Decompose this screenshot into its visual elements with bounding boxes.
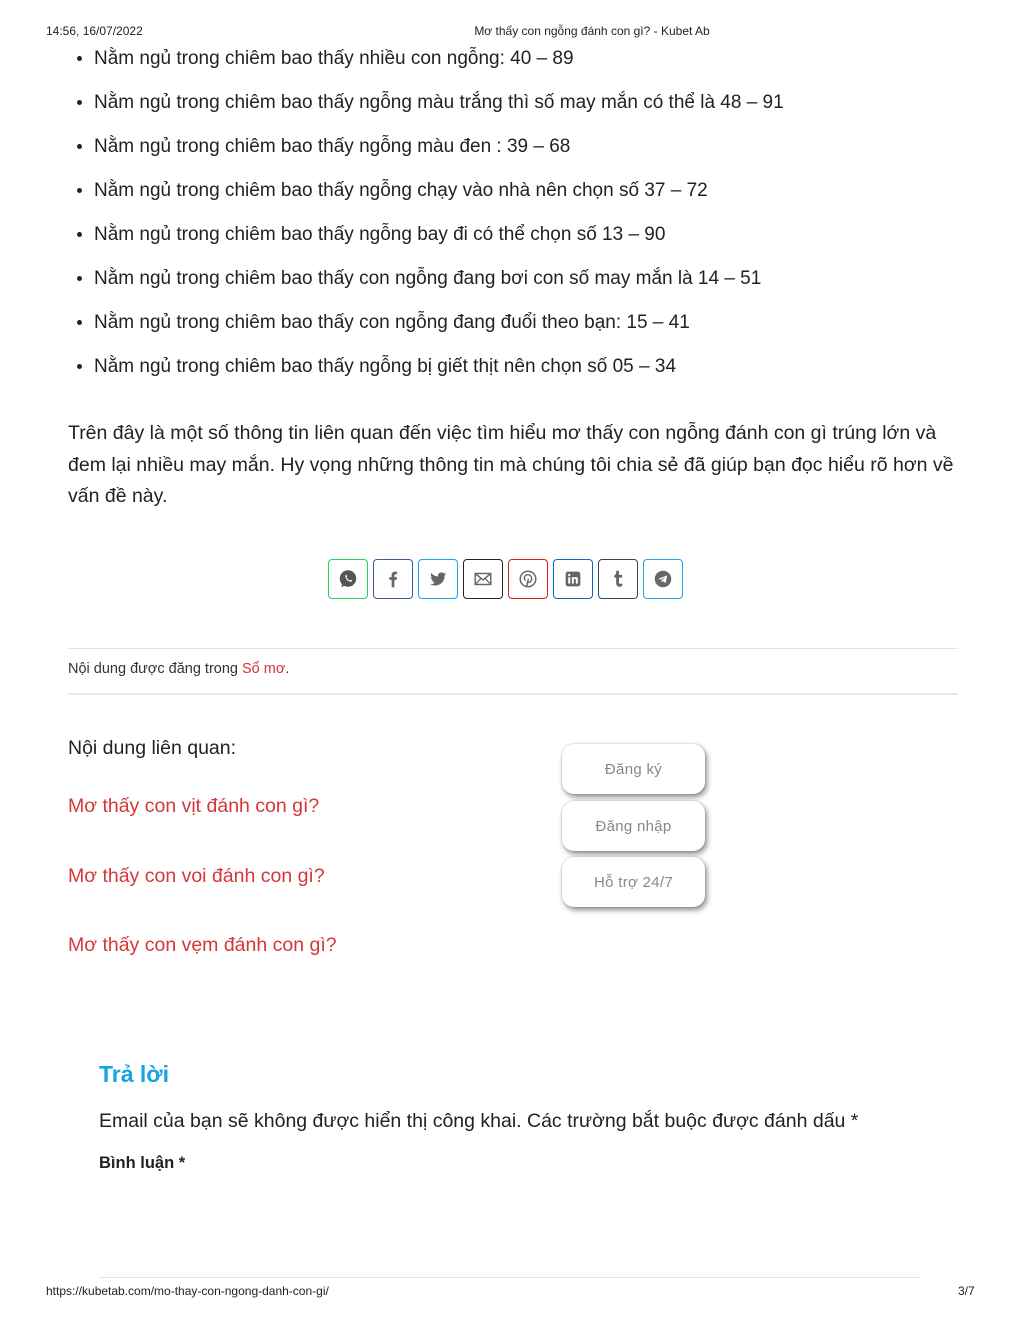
category-link[interactable]: Sổ mơ	[242, 661, 286, 677]
pinterest-icon	[517, 568, 539, 590]
tumblr-icon	[607, 568, 629, 590]
share-buttons	[328, 559, 683, 601]
conclusion-paragraph: Trên đây là một số thông tin liên quan đến việc tìm hiểu mơ thấy con ngỗng đánh con gì trúng lớn và đem lại nhiều may mắn. Hy vọng những thông tin mà chúng tôi chia sẻ đã giúp bạn đọc hiểu rõ hơn về vấn đề này.	[68, 422, 954, 507]
list-item: • Nằm ngủ trong chiêm bao thấy ngỗng màu trắng thì số may mắn có thể là 48 – 91	[94, 90, 784, 116]
related-link[interactable]: Mơ thấy con vịt đánh con gì?	[68, 795, 320, 817]
divider	[68, 693, 958, 695]
print-url: https://kubetab.com/mo-thay-con-ngong-danh-con-gi/	[46, 1284, 329, 1298]
related-link[interactable]: Mơ thấy con vẹm đánh con gì?	[68, 934, 337, 956]
share-email-button[interactable]	[463, 559, 503, 599]
reply-title: Trả lời	[99, 1061, 170, 1087]
register-button[interactable]: Đăng ký	[562, 744, 705, 794]
telegram-icon	[652, 568, 674, 590]
tips-list	[68, 46, 784, 398]
login-button[interactable]: Đăng nhập	[562, 801, 705, 851]
print-datetime: 14:56, 16/07/2022	[46, 24, 143, 38]
email-icon	[472, 568, 494, 590]
divider	[68, 648, 958, 649]
list-item: • Nằm ngủ trong chiêm bao thấy con ngỗng đang bơi con số may mắn là 14 – 51	[94, 266, 784, 292]
share-pinterest-button[interactable]	[508, 559, 548, 599]
reply-note: Email của bạn sẽ không được hiển thị công khai. Các trường bắt buộc được đánh dấu *	[99, 1110, 859, 1132]
related-link[interactable]: Mơ thấy con voi đánh con gì?	[68, 865, 325, 887]
twitter-icon	[427, 568, 449, 590]
posted-in-prefix: Nội dung được đăng trong	[68, 661, 242, 677]
related-heading: Nội dung liên quan:	[68, 737, 237, 759]
support-button[interactable]: Hỗ trợ 24/7	[562, 857, 705, 907]
share-telegram-button[interactable]	[643, 559, 683, 599]
linkedin-icon	[562, 568, 584, 590]
posted-in-suffix: .	[285, 661, 290, 677]
print-page-title: Mơ thấy con ngỗng đánh con gì? - Kubet Ab	[474, 24, 710, 38]
posted-in	[68, 661, 289, 677]
comment-label: Bình luận *	[99, 1154, 186, 1172]
print-header	[0, 24, 1024, 40]
whatsapp-icon	[337, 568, 359, 590]
list-item: • Nằm ngủ trong chiêm bao thấy ngỗng bay đi có thể chọn số 13 – 90	[94, 222, 784, 248]
share-tumblr-button[interactable]	[598, 559, 638, 599]
list-item: • Nằm ngủ trong chiêm bao thấy ngỗng màu đen : 39 – 68	[94, 134, 784, 160]
divider	[99, 1277, 921, 1278]
share-linkedin-button[interactable]	[553, 559, 593, 599]
list-item: • Nằm ngủ trong chiêm bao thấy con ngỗng đang đuổi theo bạn: 15 – 41	[94, 310, 784, 336]
list-item: • Nằm ngủ trong chiêm bao thấy nhiều con ngỗng: 40 – 89	[94, 46, 784, 72]
list-item: • Nằm ngủ trong chiêm bao thấy ngỗng bị giết thịt nên chọn số 05 – 34	[94, 354, 784, 380]
facebook-icon	[382, 568, 404, 590]
share-facebook-button[interactable]	[373, 559, 413, 599]
page-number: 3/7	[958, 1284, 975, 1298]
share-whatsapp-button[interactable]	[328, 559, 368, 599]
list-item: • Nằm ngủ trong chiêm bao thấy ngỗng chạy vào nhà nên chọn số 37 – 72	[94, 178, 784, 204]
share-twitter-button[interactable]	[418, 559, 458, 599]
